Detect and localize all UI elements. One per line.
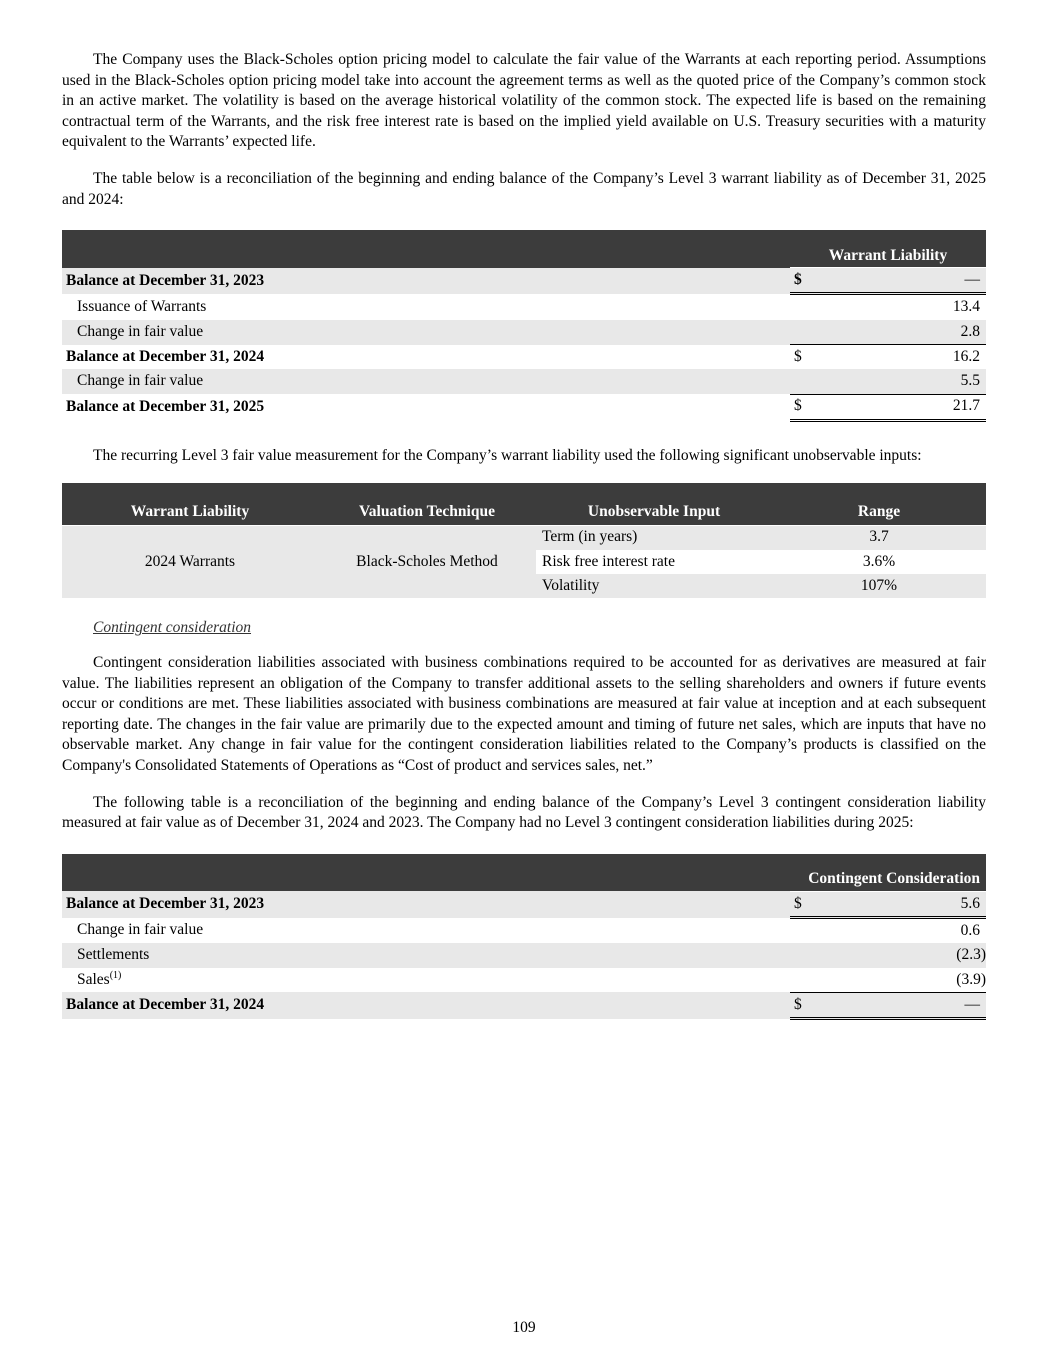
amount-value: 21.7 (952, 397, 980, 415)
table-row (62, 992, 986, 1018)
row-amount (790, 369, 986, 394)
unobservable-inputs-table (62, 483, 986, 599)
currency-symbol: $ (794, 995, 802, 1013)
row-label: Balance at December 31, 2024 (66, 347, 265, 365)
table-row (62, 320, 986, 345)
amount-value: 0.6 (960, 921, 980, 939)
unobservable-input-cell: Risk free interest rate (542, 552, 675, 570)
paragraph-warrant-reconciliation-intro: The table below is a reconciliation of the beginning and ending balance of the Company’s Level 3 warrant liability as of December 31, 2025 and 2024: (62, 169, 986, 208)
amount-value: (3.9) (956, 970, 986, 988)
table-header-row (62, 483, 986, 526)
row-amount (790, 268, 986, 294)
row-amount (790, 968, 986, 993)
table-row (62, 525, 986, 550)
row-label-text: Sales (77, 970, 110, 988)
currency-symbol: $ (794, 894, 802, 912)
amount-value: — (964, 995, 980, 1013)
table-row (62, 369, 986, 394)
row-amount (790, 992, 986, 1018)
warrant-liability-table (62, 230, 986, 422)
currency-symbol: $ (794, 397, 802, 415)
row-amount (790, 345, 986, 370)
range-cell: 107% (772, 574, 986, 598)
row-label: Change in fair value (62, 369, 790, 394)
row-label: Issuance of Warrants (77, 297, 207, 315)
unobservable-input-cell: Volatility (536, 574, 772, 598)
column-header: Valuation Technique (318, 483, 536, 526)
currency-symbol: $ (794, 347, 802, 365)
table-row (62, 268, 986, 294)
column-header: Warrant Liability (62, 483, 318, 526)
range-cell: 3.7 (772, 525, 986, 550)
column-header: Contingent Consideration (790, 854, 986, 892)
row-label: Settlements (62, 943, 790, 967)
valuation-technique-cell: Black-Scholes Method (318, 525, 536, 598)
table-header-row (62, 230, 986, 268)
row-amount (790, 320, 986, 345)
amount-value: 2.8 (960, 322, 980, 340)
column-header: Unobservable Input (536, 483, 772, 526)
table-row (62, 891, 986, 917)
row-label: Balance at December 31, 2023 (62, 891, 790, 917)
table-row (62, 968, 986, 993)
table-row (62, 294, 986, 320)
paragraph-contingent-consideration: Contingent consideration liabilities associated with business combinations required to be accounted for as derivatives are measured at fair value. The liabilities represent an obligation of the Company to transfer additional assets to the selling shareholders and owners if future events occur or conditions are met. These liabilities associated with business combinations are measured at fair value at inception and at each subsequent reporting date. The changes in the fair value are primarily due to the expected amount and timing of future net sales, which are inputs that have no observable market. Any change in fair value for the contingent consideration liabilities related to the Company’s products is classified on the Company's Consolidated Statements of Operations as “Cost of product and services sales, net.” (62, 654, 986, 774)
row-amount (790, 918, 986, 944)
row-label: Balance at December 31, 2025 (66, 397, 265, 415)
amount-value: 16.2 (952, 347, 980, 365)
paragraph-contingent-reconciliation-intro: The following table is a reconciliation of the beginning and ending balance of the Company’s Level 3 contingent consideration liability measured at fair value as of December 31, 2024 and 2023. The Company had no Level 3 contingent consideration liabilities during 2025: (62, 793, 986, 832)
row-label (62, 968, 790, 993)
amount-value: 13.4 (952, 298, 980, 316)
currency-symbol: $ (794, 271, 802, 288)
row-amount (790, 891, 986, 917)
row-amount (790, 943, 986, 967)
document-page (62, 50, 986, 1044)
contingent-consideration-table (62, 854, 986, 1020)
row-label: Change in fair value (62, 320, 790, 345)
amount-value: — (964, 271, 980, 288)
row-amount (790, 294, 986, 320)
row-label: Balance at December 31, 2024 (62, 992, 790, 1018)
section-heading-contingent-consideration: Contingent consideration (93, 619, 252, 637)
paragraph-unobservable-inputs-intro: The recurring Level 3 fair value measurement for the Company’s warrant liability used the following significant unobservable inputs: (93, 446, 922, 464)
amount-value: 5.6 (960, 894, 980, 912)
amount-value: (2.3) (956, 946, 986, 964)
table-row (62, 943, 986, 967)
warrant-liability-cell: 2024 Warrants (62, 525, 318, 598)
range-cell: 3.6% (862, 552, 896, 570)
row-label: Change in fair value (77, 921, 204, 939)
table-header-row (62, 854, 986, 892)
column-header: Range (772, 483, 986, 526)
table-row (62, 918, 986, 944)
footnote-marker: (1) (109, 969, 122, 981)
page-number: 109 (512, 1319, 536, 1336)
row-label: Balance at December 31, 2023 (62, 268, 790, 294)
row-amount (790, 394, 986, 420)
unobservable-input-cell: Term (in years) (536, 525, 772, 550)
amount-value: 5.5 (960, 372, 980, 390)
table-row (62, 345, 986, 370)
column-header: Warrant Liability (790, 230, 986, 268)
paragraph-black-scholes: The Company uses the Black-Scholes option pricing model to calculate the fair value of the Warrants at each reporting period. Assumptions used in the Black-Scholes option pricing model take into account the agreement terms as well as the quoted price of the Company’s common stock in an active market. The volatility is based on the average historical volatility of the common stock. The expected life is based on the remaining contractual term of the Warrants, and the risk free interest rate is based on the implied yield available on U.S. Treasury securities with a maturity equivalent to the Warrants’ expected life. (62, 51, 986, 151)
table-row (62, 394, 986, 420)
